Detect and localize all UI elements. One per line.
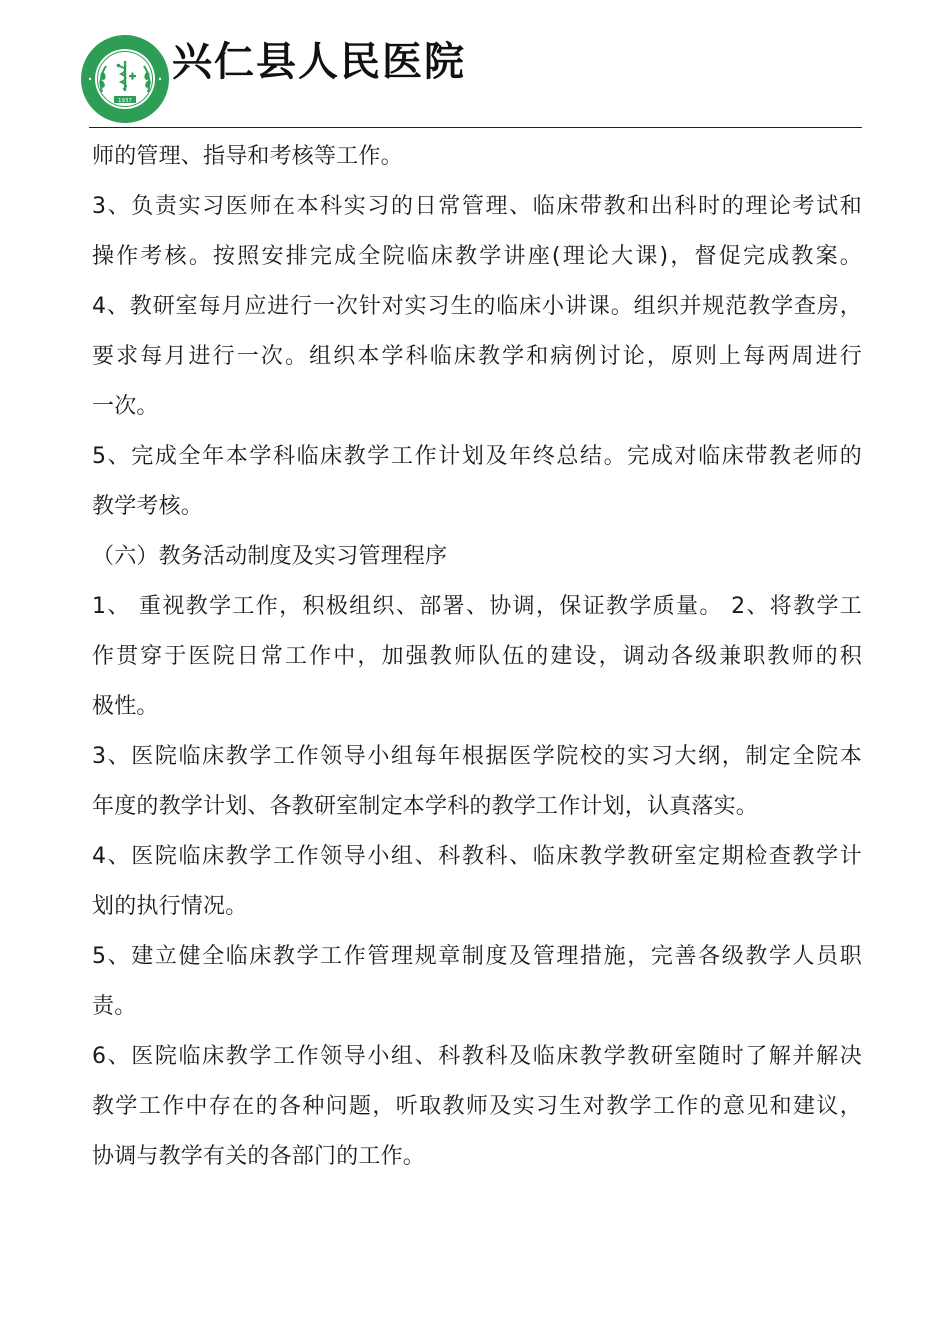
paragraph-line: 年度的教学计划、各教研室制定本学科的教学工作计划，认真落实。: [92, 794, 759, 819]
hospital-name: 兴仁县人民医院: [172, 38, 466, 85]
paragraph-line: 要求每月进行一次。组织本学科临床教学和病例讨论，原则上每两周进行: [92, 344, 862, 369]
hospital-emblem-icon: [80, 34, 170, 124]
paragraph-line: 作贯穿于医院日常工作中，加强教师队伍的建设，调动各级兼职教师的积: [92, 644, 862, 669]
paragraph-line: 4、教研室每月应进行一次针对实习生的临床小讲课。组织并规范教学查房，: [92, 294, 862, 319]
paragraph-line: 3、负责实习医师在本科实习的日常管理、临床带教和出科时的理论考试和: [92, 194, 862, 219]
paragraph-line: 1、 重视教学工作，积极组织、部署、协调，保证教学质量。 2、将教学工: [92, 594, 862, 619]
paragraph-line: 操作考核。按照安排完成全院临床教学讲座(理论大课)，督促完成教案。: [92, 244, 862, 269]
paragraph-line: （六）教务活动制度及实习管理程序: [92, 544, 448, 569]
paragraph-line: 划的执行情况。: [92, 894, 248, 919]
paragraph-line: 一次。: [92, 394, 159, 419]
paragraph-line: 6、医院临床教学工作领导小组、科教科及临床教学教研室随时了解并解决: [92, 1044, 862, 1069]
paragraph-line: 极性。: [92, 694, 159, 719]
page-header: [80, 34, 862, 128]
paragraph-line: 教学工作中存在的各种问题，听取教师及实习生对教学工作的意见和建议，: [92, 1094, 862, 1119]
paragraph-line: 责。: [92, 994, 137, 1019]
paragraph-line: 5、建立健全临床教学工作管理规章制度及管理措施，完善各级教学人员职: [92, 944, 862, 969]
paragraph-line: 师的管理、指导和考核等工作。: [92, 144, 403, 169]
emblem-year: 1937: [118, 97, 132, 104]
paragraph-line: 4、医院临床教学工作领导小组、科教科、临床教学教研室定期检查教学计: [92, 844, 862, 869]
paragraph-line: 协调与教学有关的各部门的工作。: [92, 1144, 426, 1169]
paragraph-line: 3、医院临床教学工作领导小组每年根据医学院校的实习大纲，制定全院本: [92, 744, 862, 769]
paragraph-line: 5、完成全年本学科临床教学工作计划及年终总结。完成对临床带教老师的: [92, 444, 862, 469]
paragraph-line: 教学考核。: [92, 494, 204, 519]
document-body: [92, 132, 862, 1182]
header-divider: [89, 127, 862, 128]
